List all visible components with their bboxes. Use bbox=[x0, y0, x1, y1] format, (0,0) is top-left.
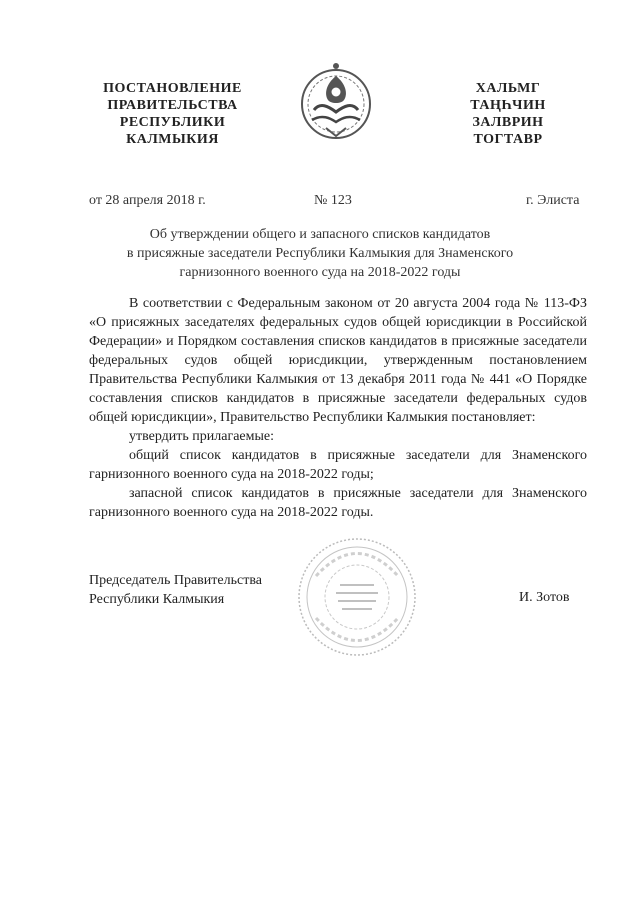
kalmykia-coat-of-arms-icon bbox=[296, 62, 376, 146]
header-right-line: ТАҢҺЧИН bbox=[470, 98, 546, 113]
header-right-line: ТОГТАВР bbox=[473, 132, 543, 147]
subject-line: гарнизонного военного суда на 2018-2022 годы bbox=[179, 265, 461, 280]
signatory-title-line: Председатель Правительства bbox=[89, 573, 262, 588]
subject-line: Об утверждении общего и запасного списков кандидатов bbox=[149, 227, 491, 242]
header-left-line: РЕСПУБЛИКИ bbox=[119, 115, 226, 130]
document-number: № 123 bbox=[314, 193, 352, 208]
signatory-title-line: Республики Калмыкия bbox=[89, 592, 225, 607]
signatory-title bbox=[89, 571, 262, 609]
header-right-line: ХАЛЬМГ bbox=[475, 81, 541, 96]
body-paragraph-resolve: утвердить прилагаемые: bbox=[129, 429, 275, 444]
body-paragraph-basis: В соответствии с Федеральным законом от 20 августа 2004 года № 113-ФЗ «О присяжных заседателях федеральных судов общей юрисдикции в Российской Федерации» и Порядком составления списков кандидатов в присяжные заседатели федеральных судов общей юрисдикции, утвержденным постановлением Правительства Республики Калмыкия от 13 декабря 2011 года № 441 «О Порядке составления списков кандидатов в присяжные заседатели федеральных судов общей юрисдикции», Правительство Республики Калмыкия постановляет: bbox=[89, 296, 587, 425]
document-body bbox=[89, 294, 587, 522]
header-right bbox=[448, 80, 568, 148]
official-round-seal-icon bbox=[296, 536, 418, 658]
document-subject bbox=[110, 225, 530, 282]
document-city: г. Элиста bbox=[526, 193, 580, 208]
body-paragraph-reserve-list: запасной список кандидатов в присяжные заседатели для Знаменского гарнизонного военного суда на 2018-2022 годы. bbox=[89, 486, 587, 520]
subject-line: в присяжные заседатели Республики Калмыкия для Знаменского bbox=[126, 246, 514, 261]
header-left-line: ПОСТАНОВЛЕНИЕ bbox=[103, 81, 242, 96]
header-left bbox=[80, 80, 265, 148]
body-paragraph-general-list: общий список кандидатов в присяжные заседатели для Знаменского гарнизонного военного суда на 2018-2022 годы; bbox=[89, 448, 587, 482]
header-right-line: ЗАЛВРИН bbox=[472, 115, 544, 130]
signatory-name: И. Зотов bbox=[519, 590, 570, 605]
header-left-line: КАЛМЫКИЯ bbox=[126, 132, 219, 147]
document-date: от 28 апреля 2018 г. bbox=[89, 193, 206, 208]
header-left-line: ПРАВИТЕЛЬСТВА bbox=[107, 98, 238, 113]
